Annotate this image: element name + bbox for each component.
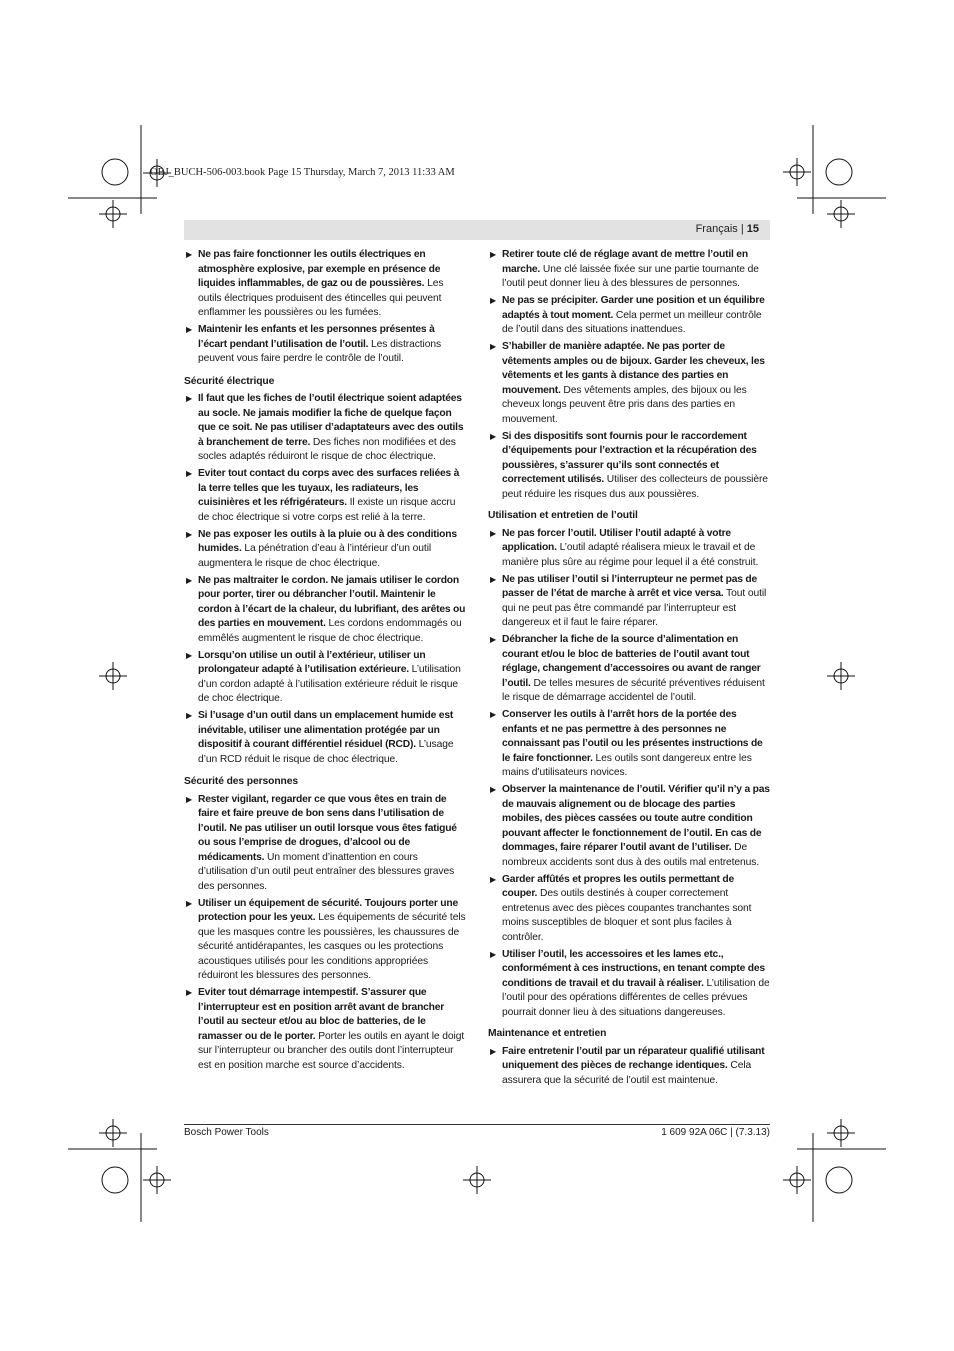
item-bold-text: Observer la maintenance de l’outil. Vérifier qu’il n’y a pas de mauvais alignement ou de blocage des parties mobiles, des pièces cassées ou toute autre condition pouvant affecter le fonctionnement de l’outil. En cas de dommages, faire réparer l’outil avant de l’utiliser. xyxy=(502,784,770,853)
item-text: La pénétration d’eau à l’intérieur d’un outil augmentera le risque de choc électrique. xyxy=(198,543,432,569)
bullet-arrow-icon: ▶ xyxy=(490,949,497,959)
item-bold-text: Il faut que les fiches de l’outil électrique soient adaptées au socle. Ne jamais modifier la fiche de quelque façon que ce soit. Ne pas utiliser d’adaptateurs avec des outils à branchement de terre. xyxy=(198,393,464,448)
item-text: Un moment d’inattention en cours d’utilisation d’un outil peut entraîner des blessures graves des personnes. xyxy=(198,851,455,892)
bullet-arrow-icon: ▶ xyxy=(186,575,193,585)
item-bold-text: Maintenir les enfants et les personnes présentes à l’écart pendant l’utilisation de l’outil. xyxy=(198,324,435,350)
page-number: 15 xyxy=(746,223,759,235)
item-text: L’utilisation d’un cordon adapté à l’utilisation extérieure réduit le risque de choc électrique. xyxy=(198,664,461,704)
bullet-arrow-icon: ▶ xyxy=(186,394,193,403)
item-bold-text: S’habiller de manière adaptée. Ne pas porter de vêtements amples ou de bijoux. Garder les cheveux, les vêtements et les gants à distance des parties en mouvement. xyxy=(502,341,765,396)
list-item xyxy=(184,574,466,647)
tool-use-items xyxy=(488,527,770,1021)
right-column xyxy=(488,248,770,1091)
page-header xyxy=(184,220,770,240)
section-heading-tool-use: Utilisation et entretien de l’outil xyxy=(488,510,638,521)
personal-safety-items xyxy=(184,793,466,1074)
bullet-arrow-icon: ▶ xyxy=(490,296,497,305)
item-bold-text: Conserver les outils à l’arrêt hors de la portée des enfants et ne pas permettre à des personnes ne connaissant pas l’outil ou les présentes instructions de le faire fonctionner. xyxy=(502,709,763,764)
electrical-safety-items xyxy=(184,392,466,767)
item-bold-text: Ne pas exposer les outils à la pluie ou à des conditions humides. xyxy=(198,528,457,554)
list-item xyxy=(488,948,770,1021)
list-item xyxy=(184,897,466,984)
list-item xyxy=(488,708,770,781)
list-item xyxy=(184,392,466,465)
list-item xyxy=(488,783,770,870)
bullet-arrow-icon: ▶ xyxy=(186,988,193,997)
item-bold-text: Eviter tout démarrage intempestif. S’assurer que l’interrupteur est en position arrêt avant de brancher l’outil au secteur et/ou au bloc de batteries, de le ramasser ou de le porter. xyxy=(198,987,445,1042)
item-text: Porter les outils en ayant le doigt sur l’interrupteur ou brancher des outils dont l’interrupteur est en position marche est source d’accidents. xyxy=(198,1030,465,1071)
item-bold-text: Ne pas forcer l’outil. Utiliser l’outil adapté à votre application. xyxy=(502,527,731,553)
list-item xyxy=(184,793,466,895)
bullet-arrow-icon: ▶ xyxy=(186,898,193,908)
item-bold-text: Utiliser un équipement de sécurité. Toujours porter une protection pour les yeux. xyxy=(198,897,459,923)
item-text: Les outils électriques produisent des étincelles qui peuvent enflammer les poussières ou les fumées. xyxy=(198,278,444,318)
header-language: Français xyxy=(695,223,738,235)
list-item xyxy=(488,248,770,292)
item-bold-text: Lorsqu’on utilise un outil à l’extérieur, utiliser un prolongateur adapté à l’utilisation extérieure. xyxy=(198,649,426,675)
section-heading-electrical-safety: Sécurité électrique xyxy=(184,375,275,387)
item-text: Des outils destinés à couper correctement entretenus avec des pièces coupantes tranchantes sont moins susceptibles de bloquer et sont plus faciles à contrôler. xyxy=(502,888,752,943)
list-item xyxy=(488,294,770,338)
section-heading-maintenance: Maintenance et entretien xyxy=(488,1028,607,1039)
item-text: Les cordons endommagés ou emmêlés augmentent le risque de choc électrique. xyxy=(198,618,462,644)
list-item xyxy=(184,528,466,572)
list-item xyxy=(488,430,770,503)
item-bold-text: Ne pas se précipiter. Garder une position et un équilibre adaptés à tout moment. xyxy=(502,295,765,321)
item-text: Utiliser des collecteurs de poussière peut réduire les risques dus aux poussières. xyxy=(502,474,768,500)
item-bold-text: Si des dispositifs sont fournis pour le raccordement d’équipements pour l’extraction et la récupération des poussières, s’assurer qu’ils sont connectés et correctement utilisés. xyxy=(502,430,757,485)
bullet-arrow-icon: ▶ xyxy=(186,794,193,804)
list-item xyxy=(184,248,466,321)
item-text: Les outils sont dangereux entre les mains d’utilisateurs novices. xyxy=(502,752,752,778)
bullet-arrow-icon: ▶ xyxy=(186,469,193,478)
footer-rule xyxy=(184,1124,770,1125)
section-heading-personal-safety: Sécurité des personnes xyxy=(184,776,298,787)
header-right xyxy=(696,223,759,235)
list-item xyxy=(488,633,770,706)
bullet-arrow-icon: ▶ xyxy=(186,650,193,660)
bullet-arrow-icon: ▶ xyxy=(490,635,497,644)
item-text: Cela permet un meilleur contrôle de l’outil dans des situations inattendues. xyxy=(502,309,762,335)
item-bold-text: Débrancher la fiche de la source d’alimentation en courant et/ou le bloc de batteries de l’outil avant tout réglage, changement d’accessoires ou avant de ranger l’outil. xyxy=(502,634,761,689)
footer-brand: Bosch Power Tools xyxy=(184,1127,269,1138)
item-text: L’outil adapté réalisera mieux le travail et de manière plus sûre au régime pour lequel il a été construit. xyxy=(502,542,759,568)
print-header: OBJ_BUCH-506-003.book Page 15 Thursday, March 7, 2013 11:33 AM xyxy=(150,167,455,178)
bullet-arrow-icon: ▶ xyxy=(186,250,193,259)
maintenance-items xyxy=(488,1045,770,1089)
list-item xyxy=(488,527,770,571)
bullet-arrow-icon: ▶ xyxy=(490,785,497,794)
item-bold-text: Ne pas maltraiter le cordon. Ne jamais utiliser le cordon pour porter, tirer ou débrancher l’outil. Maintenir le cordon à l’écart de la chaleur, du lubrifiant, des arêtes ou des parties en mouvement. xyxy=(198,574,466,629)
item-text: Tout outil qui ne peut pas être commandé par l’interrupteur est dangereux et il faut le faire réparer. xyxy=(502,588,767,628)
item-text: De nombreux accidents sont dus à des outils mal entretenus. xyxy=(502,842,760,868)
item-text: L’utilisation de l’outil pour des opérations différentes de celles prévues pourrait donner lieu à des situations dangereuses. xyxy=(502,977,770,1018)
item-text: Les distractions peuvent vous faire perdre le contrôle de l’outil. xyxy=(198,338,441,364)
bullet-arrow-icon: ▶ xyxy=(490,574,497,584)
bullet-arrow-icon: ▶ xyxy=(186,711,193,720)
intro-items xyxy=(184,248,466,367)
bullet-arrow-icon: ▶ xyxy=(490,1046,497,1056)
item-bold-text: Eviter tout contact du corps avec des surfaces reliées à la terre telles que les tuyaux, les radiateurs, les cuisinières et les réfrigérateurs. xyxy=(198,468,460,508)
list-item xyxy=(488,873,770,946)
bullet-arrow-icon: ▶ xyxy=(490,431,497,441)
item-text: Des fiches non modifiées et des socles adaptés réduiront le risque de choc électrique. xyxy=(198,436,456,462)
footer-doc-code: 1 609 92A 06C | (7.3.13) xyxy=(661,1127,770,1138)
item-text: De telles mesures de sécurité préventives réduisent le risque de démarrage accidentel de l’outil. xyxy=(502,677,765,703)
item-bold-text: Faire entretenir l’outil par un réparateur qualifié utilisant uniquement des pièces de rechange identiques. xyxy=(502,1045,765,1071)
personal-safety-items-continued xyxy=(488,248,770,502)
item-bold-text: Retirer toute clé de réglage avant de mettre l’outil en marche. xyxy=(502,249,748,275)
item-bold-text: Si l’usage d’un outil dans un emplacement humide est inévitable, utiliser une alimentation protégée par un dispositif à courant différentiel résiduel (RCD). xyxy=(198,710,454,750)
list-item xyxy=(488,1045,770,1089)
bullet-arrow-icon: ▶ xyxy=(490,874,497,884)
list-item xyxy=(488,573,770,631)
item-text: Cela assurera que la sécurité de l’outil est maintenue. xyxy=(502,1060,752,1086)
item-text: Il existe un risque accru de choc électrique si votre corps est relié à la terre. xyxy=(198,497,456,523)
list-item xyxy=(184,709,466,767)
item-bold-text: Ne pas utiliser l’outil si l’interrupteur ne permet pas de passer de l’état de marche à arrêt et vice versa. xyxy=(502,573,758,599)
bullet-arrow-icon: ▶ xyxy=(490,342,497,351)
list-item xyxy=(184,649,466,707)
item-bold-text: Garder affûtés et propres les outils permettant de couper. xyxy=(502,873,735,899)
bullet-arrow-icon: ▶ xyxy=(186,529,193,539)
bullet-arrow-icon: ▶ xyxy=(490,528,497,538)
list-item xyxy=(488,340,770,427)
item-text: Les équipements de sécurité tels que les masques contre les poussières, les chaussures de sécurité antidérapantes, les casques ou les protections acoustiques utilisés pour les conditions appropriées réduiront les blessures des personnes. xyxy=(198,912,466,981)
item-bold-text: Utiliser l’outil, les accessoires et les lames etc., conformément à ces instructions, en tenant compte des conditions de travail et du travail à réaliser. xyxy=(502,948,765,989)
bullet-arrow-icon: ▶ xyxy=(490,710,497,719)
left-column xyxy=(184,248,466,1076)
bullet-arrow-icon: ▶ xyxy=(490,250,497,259)
item-text: L’usage d’un RCD réduit le risque de choc électrique. xyxy=(198,739,454,765)
item-bold-text: Rester vigilant, regarder ce que vous êtes en train de faire et faire preuve de bon sens dans l’utilisation de l’outil. Ne pas utiliser un outil lorsque vous êtes fatigué ou sous l’emprise de drogues, d’alcool ou de médicaments. xyxy=(198,793,457,863)
bullet-arrow-icon: ▶ xyxy=(186,325,193,334)
item-text: Des vêtements amples, des bijoux ou les cheveux longs peuvent être pris dans des parties en mouvement. xyxy=(502,384,747,425)
item-bold-text: Ne pas faire fonctionner les outils électriques en atmosphère explosive, par exemple en présence de liquides inflammables, de gaz ou de poussières. xyxy=(198,249,441,289)
header-separator: | xyxy=(740,223,744,235)
list-item xyxy=(184,323,466,367)
item-text: Une clé laissée fixée sur une partie tournante de l’outil peut donner lieu à des blessures de personnes. xyxy=(502,263,759,289)
list-item xyxy=(184,467,466,525)
list-item xyxy=(184,986,466,1073)
